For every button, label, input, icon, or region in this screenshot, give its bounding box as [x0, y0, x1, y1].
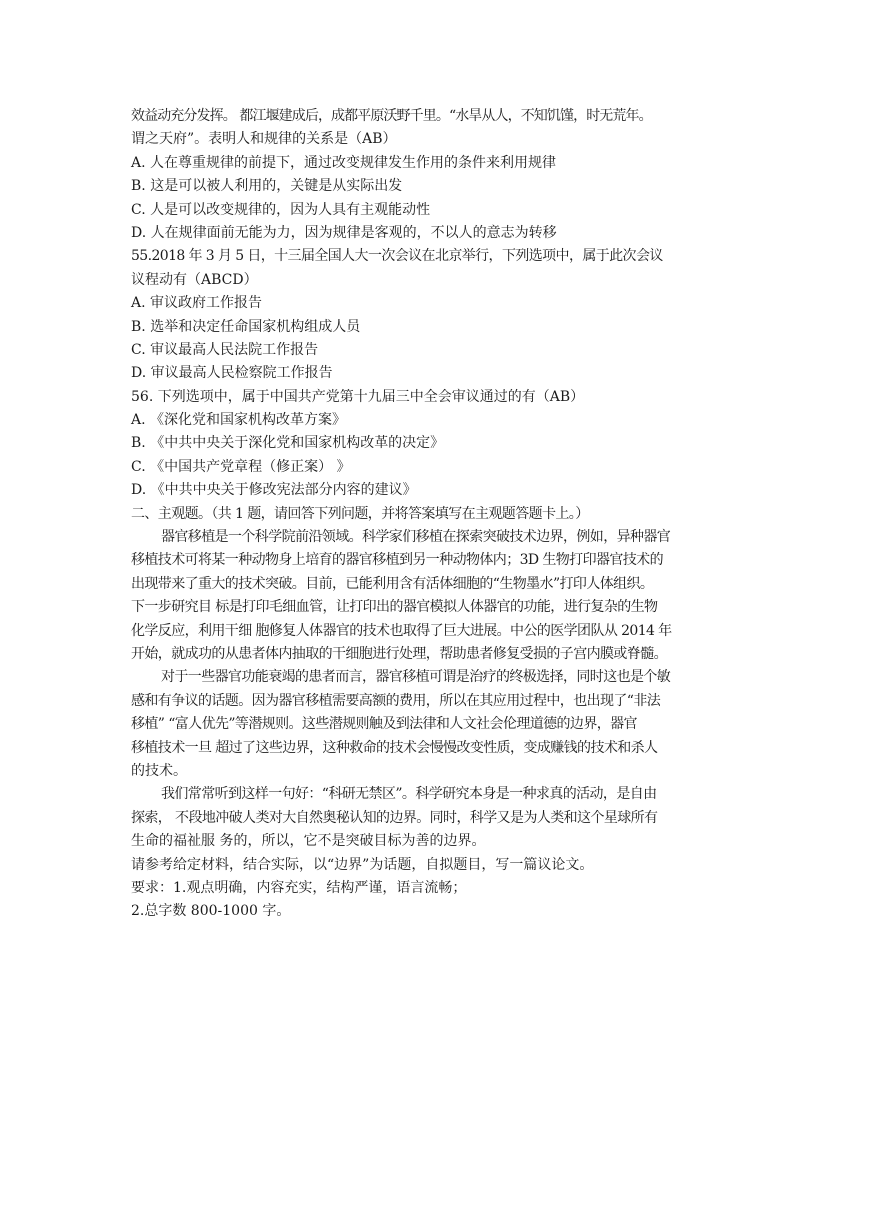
q54-stem-line1: 效益动充分发挥。 都江堰建成后，成都平原沃野千里。“水旱从人，不知饥馑，时无荒年。 [131, 108, 652, 124]
paragraph-line: 化学反应，利用干细 胞修复人体器官的技术也取得了巨大进展。中公的医学团队从 2014 年 [131, 622, 672, 639]
q55-stem-line1: 55.2018 年 3 月 5 日，十三届全国人大一次会议在北京举行，下列选项中，属于此次会议 [131, 248, 663, 265]
q56-stem: 56. 下列选项中，属于中国共产党第十九届三中全会审议通过的有（AB） [131, 388, 585, 405]
q55-option-c: C. 审议最高人民法院工作报告 [131, 341, 319, 358]
q54-option-c: C. 人是可以改变规律的，因为人具有主观能动性 [131, 201, 431, 218]
q55-option-b: B. 选举和决定任命国家机构组成人员 [131, 318, 361, 335]
section2-heading: 二、主观题。（共 1 题，请回答下列问题，并将答案填写在主观题答题卡上。） [131, 505, 589, 522]
paragraph-line: 移植技术可将某一种动物身上培育的器官移植到另一种动物体内；3D 生物打印器官技术的 [131, 552, 663, 569]
paragraph-line: 开始，就成功的从患者体内抽取的干细胞进行处理，帮助患者修复受损的子宫内膜或脊髓。 [131, 645, 667, 662]
paragraph-line: 器官移植是一个科学院前沿领域。科学家们移植在探索突破技术边界，例如，异种器官 [161, 529, 671, 546]
q56-option-b: B. 《中共中央关于深化党和国家机构改革的决定》 [131, 435, 445, 452]
material-paragraph-3 [131, 783, 741, 853]
q56-option-d: D. 《中共中央关于修改宪法部分内容的建议》 [131, 482, 417, 499]
document-body [131, 105, 741, 924]
paragraph-line: 生命的福祉服 务的，所以，它不是突破目标为善的边界。 [131, 833, 486, 850]
essay-requirement-1: 要求：1.观点明确，内容充实，结构严谨，语言流畅； [131, 879, 467, 896]
material-paragraph-1 [131, 526, 741, 666]
paragraph-line: 移植” “富人优先”等潜规则。这些潜规则触及到法律和人文社会伦理道德的边界，器官 [131, 716, 637, 733]
paragraph-line: 的技术。 [131, 762, 187, 779]
q55-option-d: D. 审议最高人民检察院工作报告 [131, 365, 333, 382]
q54-stem-line2: 谓之天府”。表明人和规律的关系是（AB） [131, 131, 397, 148]
paragraph-line: 移植技术一旦 超过了这些边界，这种救命的技术会慢慢改变性质，变成赚钱的技术和杀人 [131, 739, 658, 756]
q54-option-a: A. 人在尊重规律的前提下，通过改变规律发生作用的条件来利用规律 [131, 154, 557, 171]
material-paragraph-2 [131, 666, 741, 783]
paragraph-line: 下一步研究目 标是打印毛细血管，让打印出的器官模拟人体器官的功能，进行复杂的生物 [131, 599, 658, 616]
paragraph-line: 探索， 不段地冲破人类对大自然奥秘认知的边界。同时，科学又是为人类和这个星球所有 [131, 809, 658, 826]
essay-prompt: 请参考给定材料，结合实际，以“边界”为话题，自拟题目，写一篇议论文。 [131, 856, 594, 873]
q55-option-a: A. 审议政府工作报告 [131, 295, 263, 312]
q54-option-b: B. 这是可以被人利用的，关键是从实际出发 [131, 178, 403, 195]
essay-requirement-2: 2.总字数 800-1000 字。 [131, 903, 291, 920]
paragraph-line: 我们常常听到这样一句好：“科研无禁区”。科学研究本身是一种求真的活动，是自由 [161, 786, 657, 803]
paragraph-line: 出现带来了重大的技术突破。目前，已能利用含有活体细胞的“生物墨水”打印人体组织。 [131, 575, 654, 592]
q54-option-d: D. 人在规律面前无能为力，因为规律是客观的，不以人的意志为转移 [131, 224, 557, 241]
q56-option-a: A. 《深化党和国家机构改革方案》 [131, 412, 347, 429]
q56-option-c: C. 《中国共产党章程（修正案） 》 [131, 458, 351, 475]
paragraph-line: 对于一些器官功能衰竭的患者而言，器官移植可谓是治疗的终极选择，同时这也是个敏 [161, 669, 671, 686]
q55-stem-line2: 议程动有（ABCD） [131, 271, 258, 288]
paragraph-line: 感和有争议的话题。因为器官移植需要高额的费用，所以在其应用过程中，也出现了“非法 [131, 692, 661, 709]
